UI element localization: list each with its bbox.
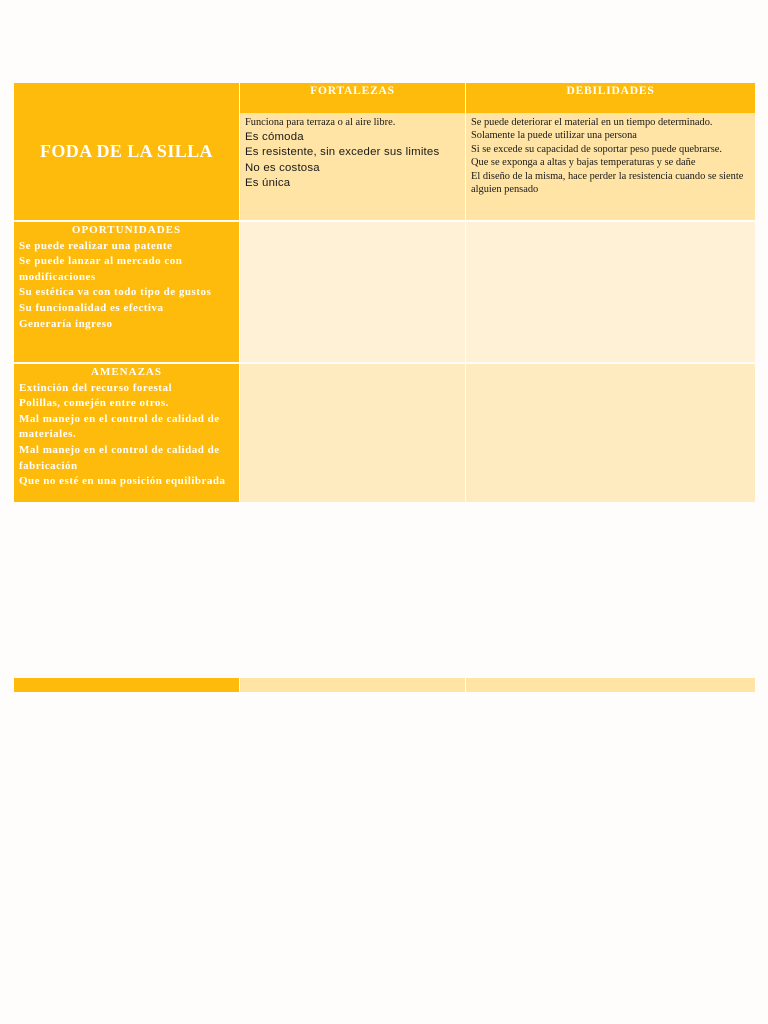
bottom-band <box>14 678 755 692</box>
oportunidad-item: Generaría ingreso <box>19 317 113 330</box>
debilidades-cell <box>466 113 755 220</box>
oportunidades-title: OPORTUNIDADES <box>71 224 182 236</box>
oportunidad-item: Se puede lanzar al mercado con modificaciones <box>19 255 183 283</box>
fortaleza-item: No es costosa <box>245 161 320 174</box>
amenaza-item: Mal manejo en el control de calidad de fabricación <box>19 443 220 472</box>
bottom-band-accent <box>14 678 239 692</box>
amenazas-cell <box>14 364 239 502</box>
amenaza-item: Extinción del recurso forestal <box>19 381 172 394</box>
debilidad-item: El diseño de la misma, hace perder la resistencia cuando se siente alguien pensado <box>471 170 744 196</box>
fortaleza-item: Es cómoda <box>245 131 304 143</box>
fa-cell <box>240 364 465 502</box>
fortalezas-cell <box>240 113 465 220</box>
da-cell <box>466 364 755 502</box>
debilidad-item: Se puede deteriorar el material en un tiempo determinado. <box>471 117 713 128</box>
amenazas-title: AMENAZAS <box>91 366 162 378</box>
oportunidad-item: Su funcionalidad es efectiva <box>19 301 164 314</box>
amenaza-item: Que no esté en una posición equilibrada <box>19 475 226 488</box>
debilidad-item: Solamente la puede utilizar una persona <box>471 130 637 142</box>
foda-table <box>14 83 755 502</box>
amenaza-item: Polillas, comején entre otros. <box>19 397 169 410</box>
fo-cell <box>240 222 465 362</box>
fortaleza-item: Funciona para terraza o al aire libre. <box>245 117 396 128</box>
debilidad-item: Si se excede su capacidad de soportar peso puede quebrarse. <box>471 143 723 155</box>
header-fortalezas: FORTALEZAS <box>240 83 465 113</box>
bottom-band-light <box>240 678 465 692</box>
oportunidad-item: Su estética va con todo tipo de gustos <box>19 286 212 299</box>
fortaleza-item: Es única <box>245 176 291 189</box>
bottom-band-light <box>466 678 755 692</box>
debilidad-item: Que se exponga a altas y bajas temperaturas y se dañe <box>471 157 696 169</box>
oportunidad-item: Se puede realizar una patente <box>19 239 173 252</box>
amenaza-item: Mal manejo en el control de calidad de materiales. <box>19 412 220 441</box>
oportunidades-cell <box>14 222 239 362</box>
title-cell <box>14 83 239 220</box>
do-cell <box>466 222 755 362</box>
page-title: FODA DE LA SILLA <box>40 141 213 161</box>
fortaleza-item: Es resistente, sin exceder sus limites <box>245 146 440 159</box>
header-debilidades: DEBILIDADES <box>466 83 755 113</box>
